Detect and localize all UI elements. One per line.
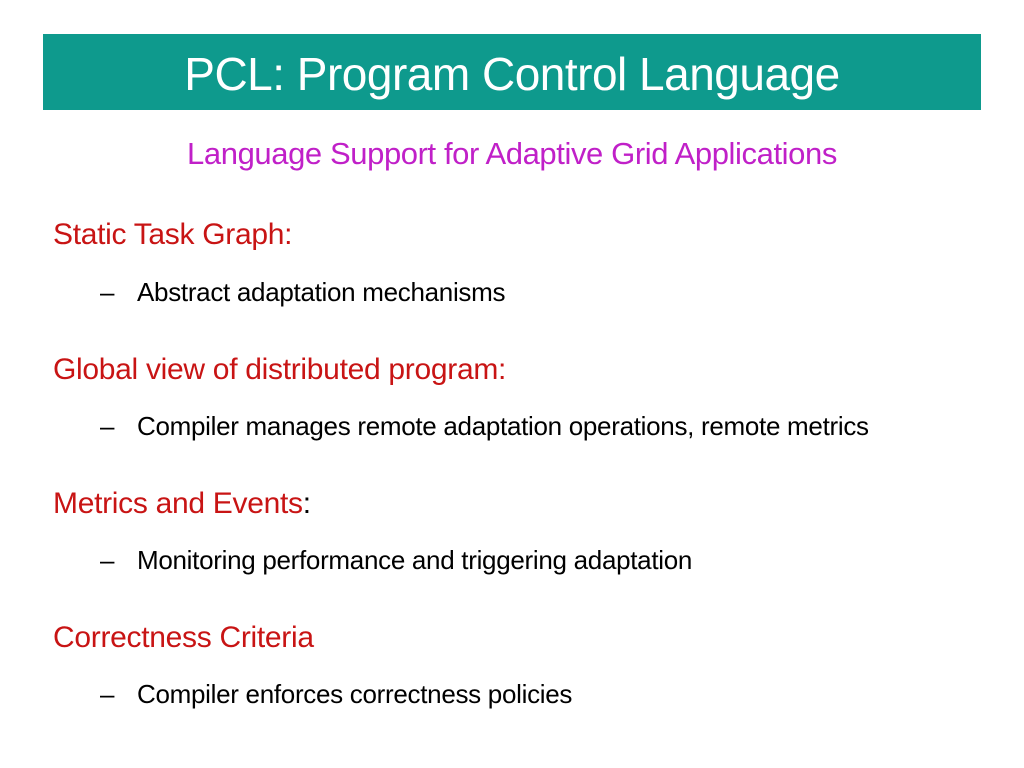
section-heading-metrics-events: [53, 486, 311, 522]
bullet-dash: –: [100, 411, 115, 441]
bullet-item: [100, 545, 692, 576]
bullet-item: [100, 277, 505, 308]
bullet-item: [100, 411, 869, 442]
bullet-text: Abstract adaptation mechanisms: [137, 277, 506, 307]
section-heading-suffix: :: [302, 487, 311, 520]
section-heading-correctness-criteria: [53, 620, 314, 656]
bullet-dash: –: [100, 277, 115, 307]
slide-title: PCL: Program Control Language: [184, 48, 840, 100]
bullet-dash: –: [100, 679, 115, 709]
section-heading-text: Metrics and Events: [53, 487, 303, 520]
bullet-text: Compiler manages remote adaptation operations, remote metrics: [137, 411, 869, 441]
slide-subtitle: Language Support for Adaptive Grid Applications: [187, 136, 837, 171]
bullet-text: Monitoring performance and triggering adaptation: [137, 545, 693, 575]
section-heading-global-view: [53, 352, 506, 388]
bullet-item: [100, 679, 572, 710]
section-heading-text: Global view of distributed program:: [53, 353, 507, 386]
bullet-text: Compiler enforces correctness policies: [137, 679, 573, 709]
section-heading-text: Static Task Graph:: [53, 218, 293, 251]
bullet-dash: –: [100, 545, 115, 575]
title-bar: [43, 34, 981, 110]
section-heading-static-task-graph: [53, 217, 292, 253]
section-heading-text: Correctness Criteria: [53, 621, 314, 654]
